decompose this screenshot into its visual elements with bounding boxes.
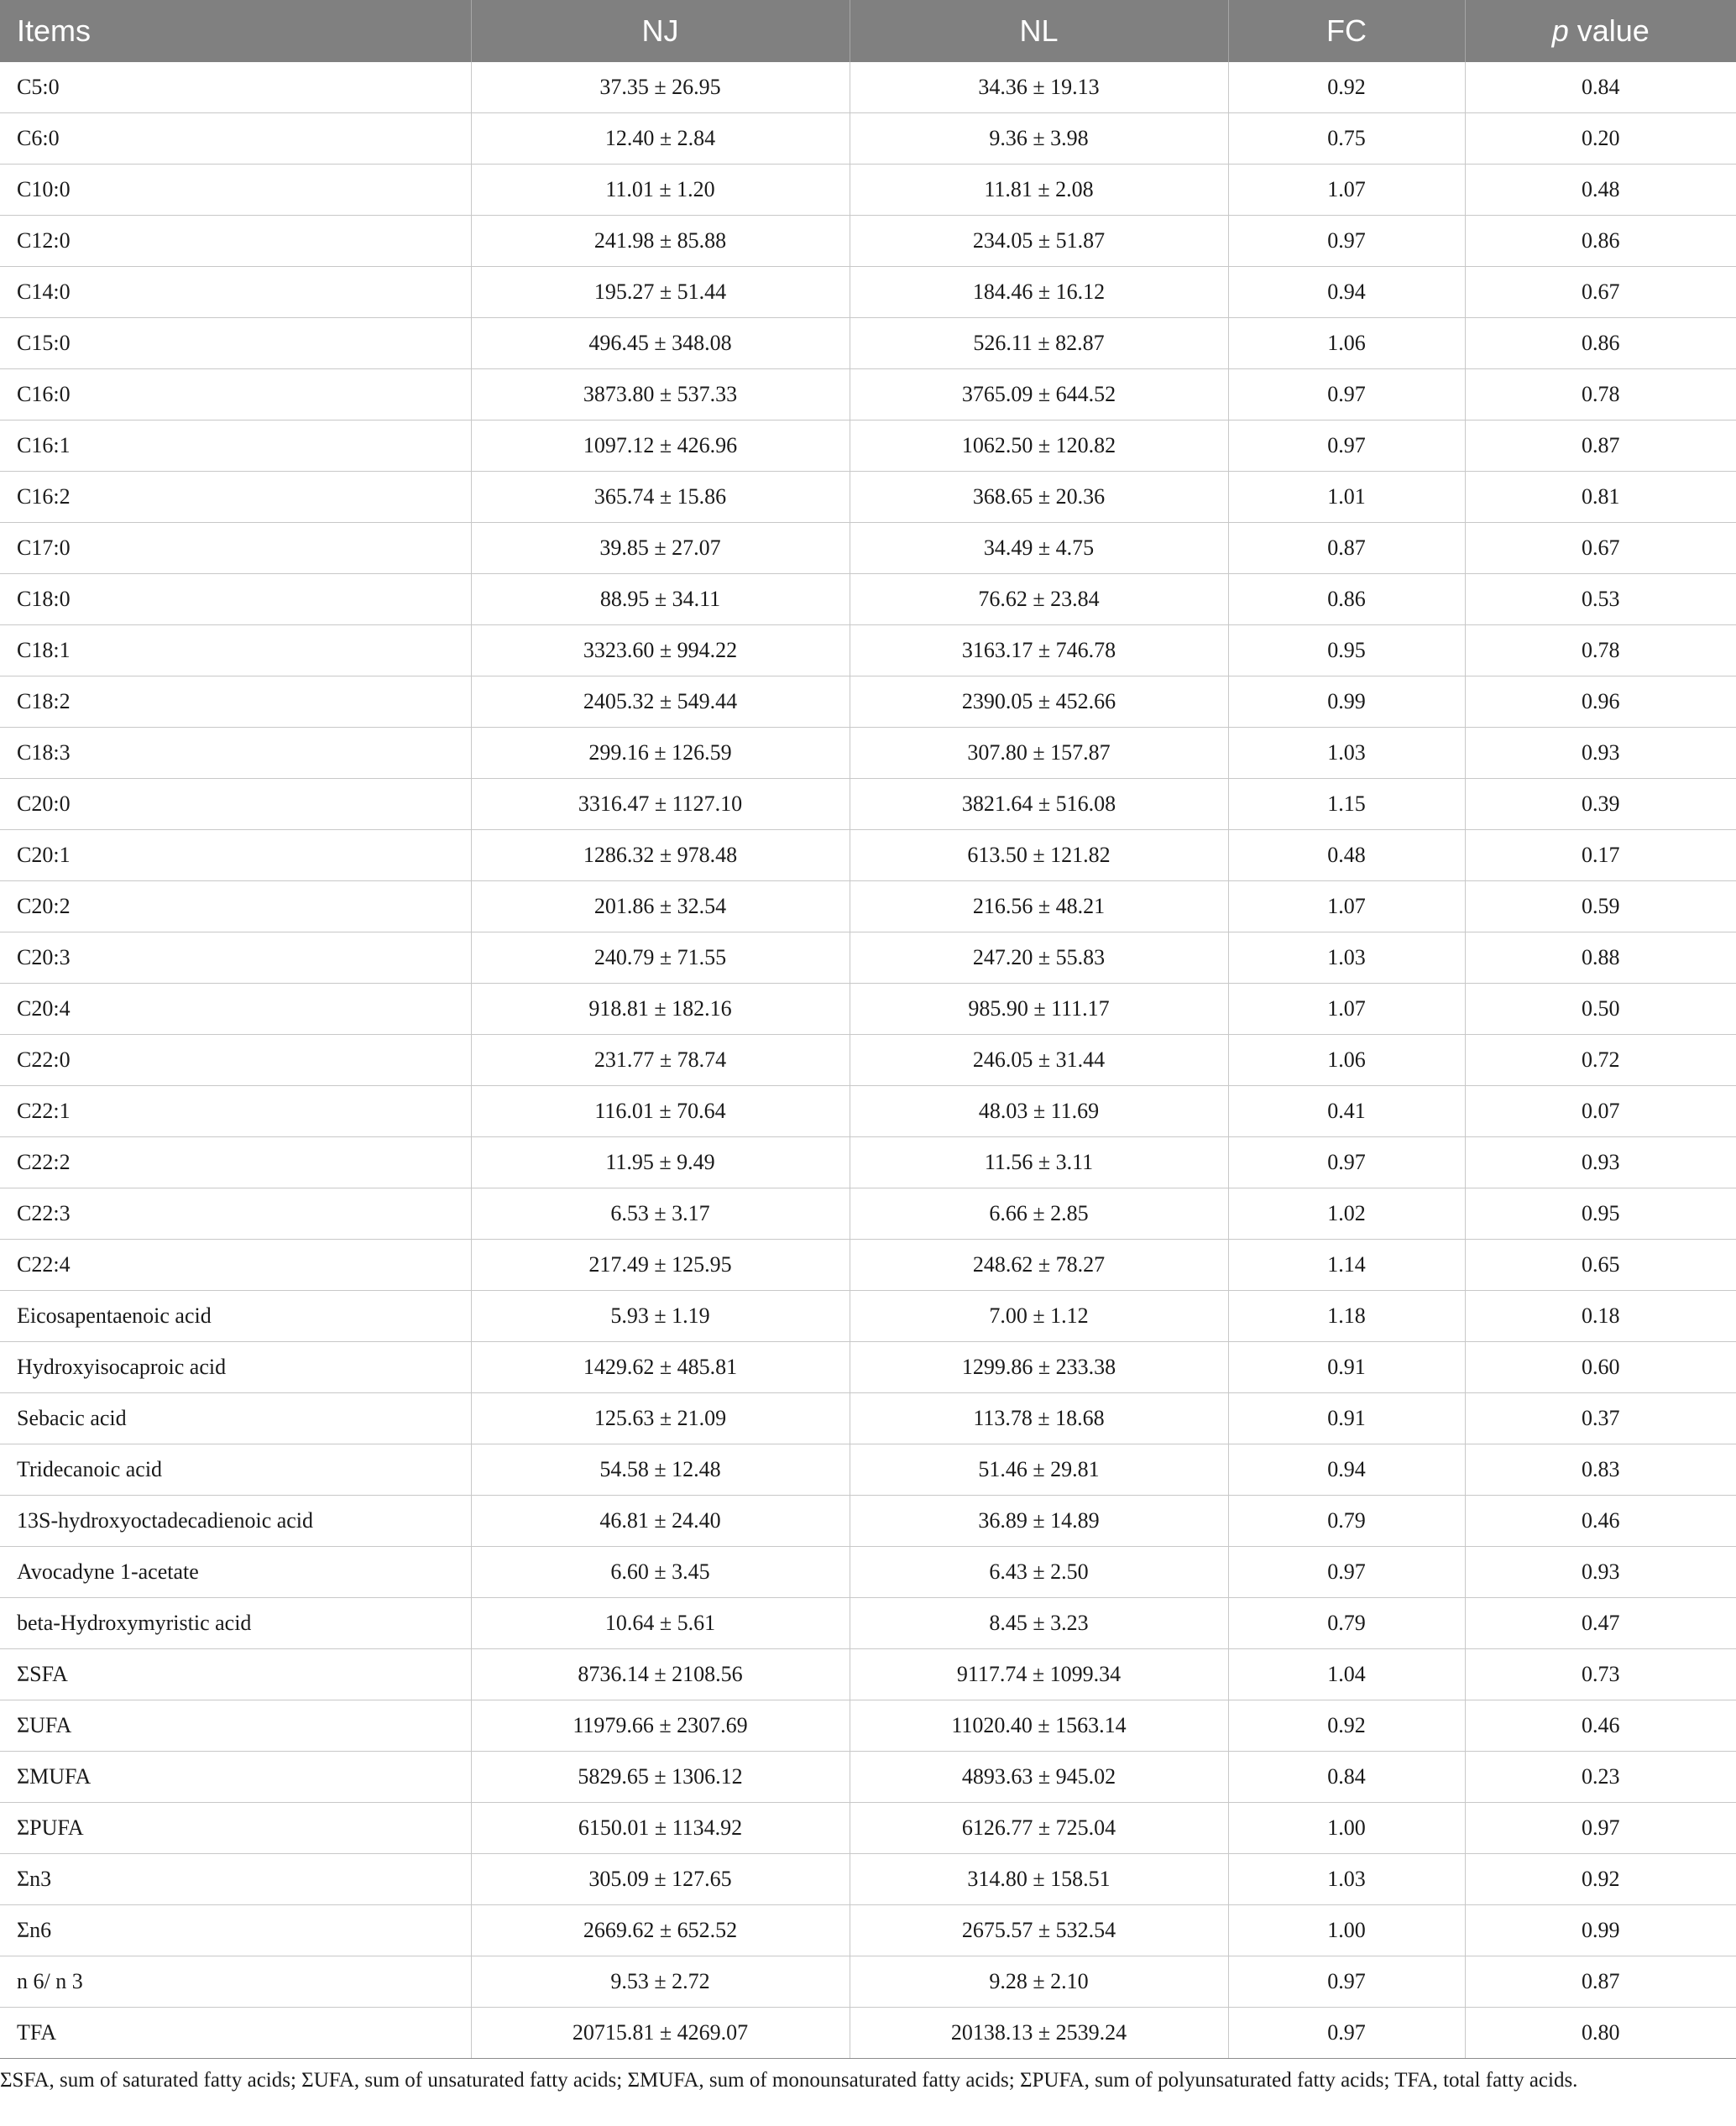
nj-cell: 116.01 ± 70.64 [471, 1086, 850, 1137]
p-value-cell: 0.97 [1465, 1803, 1736, 1854]
nj-cell: 46.81 ± 24.40 [471, 1496, 850, 1547]
fc-cell: 0.41 [1228, 1086, 1465, 1137]
fc-cell: 0.99 [1228, 676, 1465, 728]
table-row [0, 1649, 1736, 1700]
header-row [0, 0, 1736, 62]
fc-cell: 0.97 [1228, 216, 1465, 267]
table-row [0, 728, 1736, 779]
table-row [0, 881, 1736, 932]
nj-cell: 88.95 ± 34.11 [471, 574, 850, 625]
nj-cell: 11979.66 ± 2307.69 [471, 1700, 850, 1752]
fc-cell: 0.92 [1228, 62, 1465, 113]
nj-cell: 1286.32 ± 978.48 [471, 830, 850, 881]
table-row [0, 216, 1736, 267]
fc-cell: 0.97 [1228, 1137, 1465, 1188]
item-cell: C22:3 [0, 1188, 471, 1240]
item-cell: Σn6 [0, 1905, 471, 1956]
nj-cell: 39.85 ± 27.07 [471, 523, 850, 574]
fc-cell: 1.00 [1228, 1803, 1465, 1854]
nl-cell: 7.00 ± 1.12 [850, 1291, 1228, 1342]
fc-cell: 1.06 [1228, 318, 1465, 369]
fc-cell: 0.97 [1228, 369, 1465, 420]
nl-cell: 248.62 ± 78.27 [850, 1240, 1228, 1291]
item-cell: Eicosapentaenoic acid [0, 1291, 471, 1342]
header-fc: FC [1228, 0, 1465, 62]
nj-cell: 5829.65 ± 1306.12 [471, 1752, 850, 1803]
p-value-cell: 0.46 [1465, 1496, 1736, 1547]
p-value-cell: 0.73 [1465, 1649, 1736, 1700]
nj-cell: 20715.81 ± 4269.07 [471, 2008, 850, 2059]
nj-cell: 54.58 ± 12.48 [471, 1444, 850, 1496]
table-body [0, 62, 1736, 2059]
nl-cell: 8.45 ± 3.23 [850, 1598, 1228, 1649]
fc-cell: 0.97 [1228, 420, 1465, 472]
nl-cell: 9117.74 ± 1099.34 [850, 1649, 1228, 1700]
header-p-value [1465, 0, 1736, 62]
item-cell: C20:0 [0, 779, 471, 830]
nj-cell: 2405.32 ± 549.44 [471, 676, 850, 728]
p-value-cell: 0.86 [1465, 318, 1736, 369]
item-cell: C22:1 [0, 1086, 471, 1137]
p-value-cell: 0.47 [1465, 1598, 1736, 1649]
fc-cell: 0.75 [1228, 113, 1465, 165]
item-cell: Avocadyne 1-acetate [0, 1547, 471, 1598]
nl-cell: 6126.77 ± 725.04 [850, 1803, 1228, 1854]
nl-cell: 3821.64 ± 516.08 [850, 779, 1228, 830]
item-cell: Hydroxyisocaproic acid [0, 1342, 471, 1393]
fc-cell: 0.48 [1228, 830, 1465, 881]
p-value-cell: 0.87 [1465, 1956, 1736, 2008]
nj-cell: 5.93 ± 1.19 [471, 1291, 850, 1342]
p-value-cell: 0.87 [1465, 420, 1736, 472]
table-row [0, 779, 1736, 830]
p-value-cell: 0.48 [1465, 165, 1736, 216]
item-cell: C12:0 [0, 216, 471, 267]
table-row [0, 1393, 1736, 1444]
nj-cell: 3316.47 ± 1127.10 [471, 779, 850, 830]
fc-cell: 1.07 [1228, 165, 1465, 216]
p-value-cell: 0.92 [1465, 1854, 1736, 1905]
nj-cell: 496.45 ± 348.08 [471, 318, 850, 369]
nj-cell: 2669.62 ± 652.52 [471, 1905, 850, 1956]
fc-cell: 0.86 [1228, 574, 1465, 625]
fc-cell: 1.07 [1228, 984, 1465, 1035]
item-cell: 13S-hydroxyoctadecadienoic acid [0, 1496, 471, 1547]
nl-cell: 11020.40 ± 1563.14 [850, 1700, 1228, 1752]
item-cell: C16:0 [0, 369, 471, 420]
item-cell: C20:1 [0, 830, 471, 881]
item-cell: beta-Hydroxymyristic acid [0, 1598, 471, 1649]
item-cell: C22:4 [0, 1240, 471, 1291]
nj-cell: 918.81 ± 182.16 [471, 984, 850, 1035]
table-row [0, 984, 1736, 1035]
nl-cell: 48.03 ± 11.69 [850, 1086, 1228, 1137]
item-cell: Tridecanoic acid [0, 1444, 471, 1496]
item-cell: C15:0 [0, 318, 471, 369]
item-cell: C18:1 [0, 625, 471, 676]
nl-cell: 613.50 ± 121.82 [850, 830, 1228, 881]
fc-cell: 0.91 [1228, 1342, 1465, 1393]
p-value-cell: 0.37 [1465, 1393, 1736, 1444]
item-cell: Sebacic acid [0, 1393, 471, 1444]
nj-cell: 6150.01 ± 1134.92 [471, 1803, 850, 1854]
table-row [0, 1700, 1736, 1752]
nl-cell: 1062.50 ± 120.82 [850, 420, 1228, 472]
nj-cell: 217.49 ± 125.95 [471, 1240, 850, 1291]
fc-cell: 0.91 [1228, 1393, 1465, 1444]
nl-cell: 526.11 ± 82.87 [850, 318, 1228, 369]
nj-cell: 125.63 ± 21.09 [471, 1393, 850, 1444]
nl-cell: 34.49 ± 4.75 [850, 523, 1228, 574]
nj-cell: 11.01 ± 1.20 [471, 165, 850, 216]
nj-cell: 8736.14 ± 2108.56 [471, 1649, 850, 1700]
fc-cell: 0.94 [1228, 1444, 1465, 1496]
fc-cell: 1.14 [1228, 1240, 1465, 1291]
nl-cell: 234.05 ± 51.87 [850, 216, 1228, 267]
table-row [0, 1137, 1736, 1188]
table-row [0, 1291, 1736, 1342]
nj-cell: 201.86 ± 32.54 [471, 881, 850, 932]
item-cell: C6:0 [0, 113, 471, 165]
fc-cell: 0.79 [1228, 1598, 1465, 1649]
nl-cell: 184.46 ± 16.12 [850, 267, 1228, 318]
item-cell: C20:2 [0, 881, 471, 932]
table-row [0, 420, 1736, 472]
item-cell: ΣMUFA [0, 1752, 471, 1803]
table-row [0, 1444, 1736, 1496]
fc-cell: 0.79 [1228, 1496, 1465, 1547]
item-cell: ΣUFA [0, 1700, 471, 1752]
p-value-cell: 0.96 [1465, 676, 1736, 728]
nj-cell: 3323.60 ± 994.22 [471, 625, 850, 676]
nj-cell: 11.95 ± 9.49 [471, 1137, 850, 1188]
p-value-cell: 0.53 [1465, 574, 1736, 625]
nj-cell: 6.60 ± 3.45 [471, 1547, 850, 1598]
table-row [0, 318, 1736, 369]
nl-cell: 51.46 ± 29.81 [850, 1444, 1228, 1496]
table-row [0, 676, 1736, 728]
table-row [0, 2008, 1736, 2059]
p-value-cell: 0.18 [1465, 1291, 1736, 1342]
item-cell: C10:0 [0, 165, 471, 216]
table-row [0, 1905, 1736, 1956]
nl-cell: 36.89 ± 14.89 [850, 1496, 1228, 1547]
fc-cell: 1.03 [1228, 728, 1465, 779]
p-value-cell: 0.23 [1465, 1752, 1736, 1803]
p-value-cell: 0.78 [1465, 369, 1736, 420]
nl-cell: 246.05 ± 31.44 [850, 1035, 1228, 1086]
nj-cell: 9.53 ± 2.72 [471, 1956, 850, 2008]
table-header [0, 0, 1736, 62]
table-row [0, 625, 1736, 676]
fc-cell: 0.87 [1228, 523, 1465, 574]
table-row [0, 62, 1736, 113]
p-value-cell: 0.80 [1465, 2008, 1736, 2059]
fc-cell: 1.18 [1228, 1291, 1465, 1342]
nj-cell: 3873.80 ± 537.33 [471, 369, 850, 420]
fc-cell: 1.01 [1228, 472, 1465, 523]
nl-cell: 2390.05 ± 452.66 [850, 676, 1228, 728]
p-value-cell: 0.50 [1465, 984, 1736, 1035]
item-cell: C18:2 [0, 676, 471, 728]
p-value-cell: 0.17 [1465, 830, 1736, 881]
table-row [0, 1035, 1736, 1086]
table-row [0, 267, 1736, 318]
table-footnote: ΣSFA, sum of saturated fatty acids; ΣUFA, sum of unsaturated fatty acids; ΣMUFA, sum of monounsaturated fatty acids; ΣPUFA, sum of polyunsaturated fatty acids; TFA, total fatty acids. [0, 2069, 1578, 2092]
item-cell: C16:2 [0, 472, 471, 523]
table-row [0, 1240, 1736, 1291]
nl-cell: 3765.09 ± 644.52 [850, 369, 1228, 420]
header-items: Items [0, 0, 471, 62]
item-cell: C20:4 [0, 984, 471, 1035]
p-value-cell: 0.39 [1465, 779, 1736, 830]
p-value-cell: 0.46 [1465, 1700, 1736, 1752]
table-row [0, 113, 1736, 165]
nl-cell: 11.81 ± 2.08 [850, 165, 1228, 216]
item-cell: ΣPUFA [0, 1803, 471, 1854]
nj-cell: 6.53 ± 3.17 [471, 1188, 850, 1240]
table-row [0, 472, 1736, 523]
table-row [0, 932, 1736, 984]
nj-cell: 1429.62 ± 485.81 [471, 1342, 850, 1393]
fc-cell: 1.03 [1228, 932, 1465, 984]
item-cell: TFA [0, 2008, 471, 2059]
nj-cell: 240.79 ± 71.55 [471, 932, 850, 984]
fc-cell: 0.92 [1228, 1700, 1465, 1752]
nl-cell: 4893.63 ± 945.02 [850, 1752, 1228, 1803]
fc-cell: 0.95 [1228, 625, 1465, 676]
p-value-cell: 0.86 [1465, 216, 1736, 267]
nj-cell: 299.16 ± 126.59 [471, 728, 850, 779]
nl-cell: 307.80 ± 157.87 [850, 728, 1228, 779]
nj-cell: 365.74 ± 15.86 [471, 472, 850, 523]
table-row [0, 523, 1736, 574]
nj-cell: 195.27 ± 51.44 [471, 267, 850, 318]
p-value-cell: 0.78 [1465, 625, 1736, 676]
nj-cell: 12.40 ± 2.84 [471, 113, 850, 165]
p-value-cell: 0.95 [1465, 1188, 1736, 1240]
header-nj: NJ [471, 0, 850, 62]
item-cell: Σn3 [0, 1854, 471, 1905]
header-value-text: value [1568, 13, 1650, 48]
nl-cell: 9.36 ± 3.98 [850, 113, 1228, 165]
p-value-cell: 0.88 [1465, 932, 1736, 984]
nl-cell: 1299.86 ± 233.38 [850, 1342, 1228, 1393]
fc-cell: 0.94 [1228, 267, 1465, 318]
nl-cell: 2675.57 ± 532.54 [850, 1905, 1228, 1956]
nj-cell: 37.35 ± 26.95 [471, 62, 850, 113]
nl-cell: 6.43 ± 2.50 [850, 1547, 1228, 1598]
table-row [0, 1956, 1736, 2008]
item-cell: C18:3 [0, 728, 471, 779]
nl-cell: 368.65 ± 20.36 [850, 472, 1228, 523]
p-value-cell: 0.84 [1465, 62, 1736, 113]
fc-cell: 1.06 [1228, 1035, 1465, 1086]
fc-cell: 0.97 [1228, 1547, 1465, 1598]
table-row [0, 1752, 1736, 1803]
nj-cell: 10.64 ± 5.61 [471, 1598, 850, 1649]
nj-cell: 305.09 ± 127.65 [471, 1854, 850, 1905]
nl-cell: 6.66 ± 2.85 [850, 1188, 1228, 1240]
nj-cell: 231.77 ± 78.74 [471, 1035, 850, 1086]
p-value-cell: 0.72 [1465, 1035, 1736, 1086]
item-cell: n 6/ n 3 [0, 1956, 471, 2008]
p-value-cell: 0.93 [1465, 1547, 1736, 1598]
item-cell: ΣSFA [0, 1649, 471, 1700]
item-cell: C20:3 [0, 932, 471, 984]
fc-cell: 1.03 [1228, 1854, 1465, 1905]
item-cell: C18:0 [0, 574, 471, 625]
fc-cell: 0.97 [1228, 2008, 1465, 2059]
table-row [0, 574, 1736, 625]
nl-cell: 314.80 ± 158.51 [850, 1854, 1228, 1905]
fc-cell: 0.84 [1228, 1752, 1465, 1803]
p-value-cell: 0.93 [1465, 1137, 1736, 1188]
table-row [0, 369, 1736, 420]
table-row [0, 1496, 1736, 1547]
table-row [0, 1547, 1736, 1598]
table-row [0, 830, 1736, 881]
table-row [0, 165, 1736, 216]
nl-cell: 20138.13 ± 2539.24 [850, 2008, 1228, 2059]
p-value-cell: 0.93 [1465, 728, 1736, 779]
nl-cell: 113.78 ± 18.68 [850, 1393, 1228, 1444]
nj-cell: 241.98 ± 85.88 [471, 216, 850, 267]
nl-cell: 216.56 ± 48.21 [850, 881, 1228, 932]
nl-cell: 985.90 ± 111.17 [850, 984, 1228, 1035]
table-row [0, 1803, 1736, 1854]
p-value-cell: 0.07 [1465, 1086, 1736, 1137]
p-value-cell: 0.67 [1465, 523, 1736, 574]
item-cell: C22:2 [0, 1137, 471, 1188]
item-cell: C16:1 [0, 420, 471, 472]
fc-cell: 0.97 [1228, 1956, 1465, 2008]
item-cell: C17:0 [0, 523, 471, 574]
item-cell: C22:0 [0, 1035, 471, 1086]
p-value-cell: 0.60 [1465, 1342, 1736, 1393]
nl-cell: 247.20 ± 55.83 [850, 932, 1228, 984]
item-cell: C14:0 [0, 267, 471, 318]
p-value-cell: 0.83 [1465, 1444, 1736, 1496]
table-row [0, 1854, 1736, 1905]
p-value-cell: 0.65 [1465, 1240, 1736, 1291]
nl-cell: 34.36 ± 19.13 [850, 62, 1228, 113]
p-value-cell: 0.20 [1465, 113, 1736, 165]
header-nl: NL [850, 0, 1228, 62]
table-row [0, 1342, 1736, 1393]
fc-cell: 1.15 [1228, 779, 1465, 830]
header-p-symbol: p [1551, 13, 1569, 48]
nj-cell: 1097.12 ± 426.96 [471, 420, 850, 472]
table-row [0, 1188, 1736, 1240]
p-value-cell: 0.67 [1465, 267, 1736, 318]
fc-cell: 1.04 [1228, 1649, 1465, 1700]
p-value-cell: 0.81 [1465, 472, 1736, 523]
fc-cell: 1.00 [1228, 1905, 1465, 1956]
p-value-cell: 0.59 [1465, 881, 1736, 932]
p-value-cell: 0.99 [1465, 1905, 1736, 1956]
item-cell: C5:0 [0, 62, 471, 113]
fc-cell: 1.07 [1228, 881, 1465, 932]
nl-cell: 11.56 ± 3.11 [850, 1137, 1228, 1188]
table-row [0, 1086, 1736, 1137]
nl-cell: 9.28 ± 2.10 [850, 1956, 1228, 2008]
nl-cell: 76.62 ± 23.84 [850, 574, 1228, 625]
nl-cell: 3163.17 ± 746.78 [850, 625, 1228, 676]
table-row [0, 1598, 1736, 1649]
fc-cell: 1.02 [1228, 1188, 1465, 1240]
